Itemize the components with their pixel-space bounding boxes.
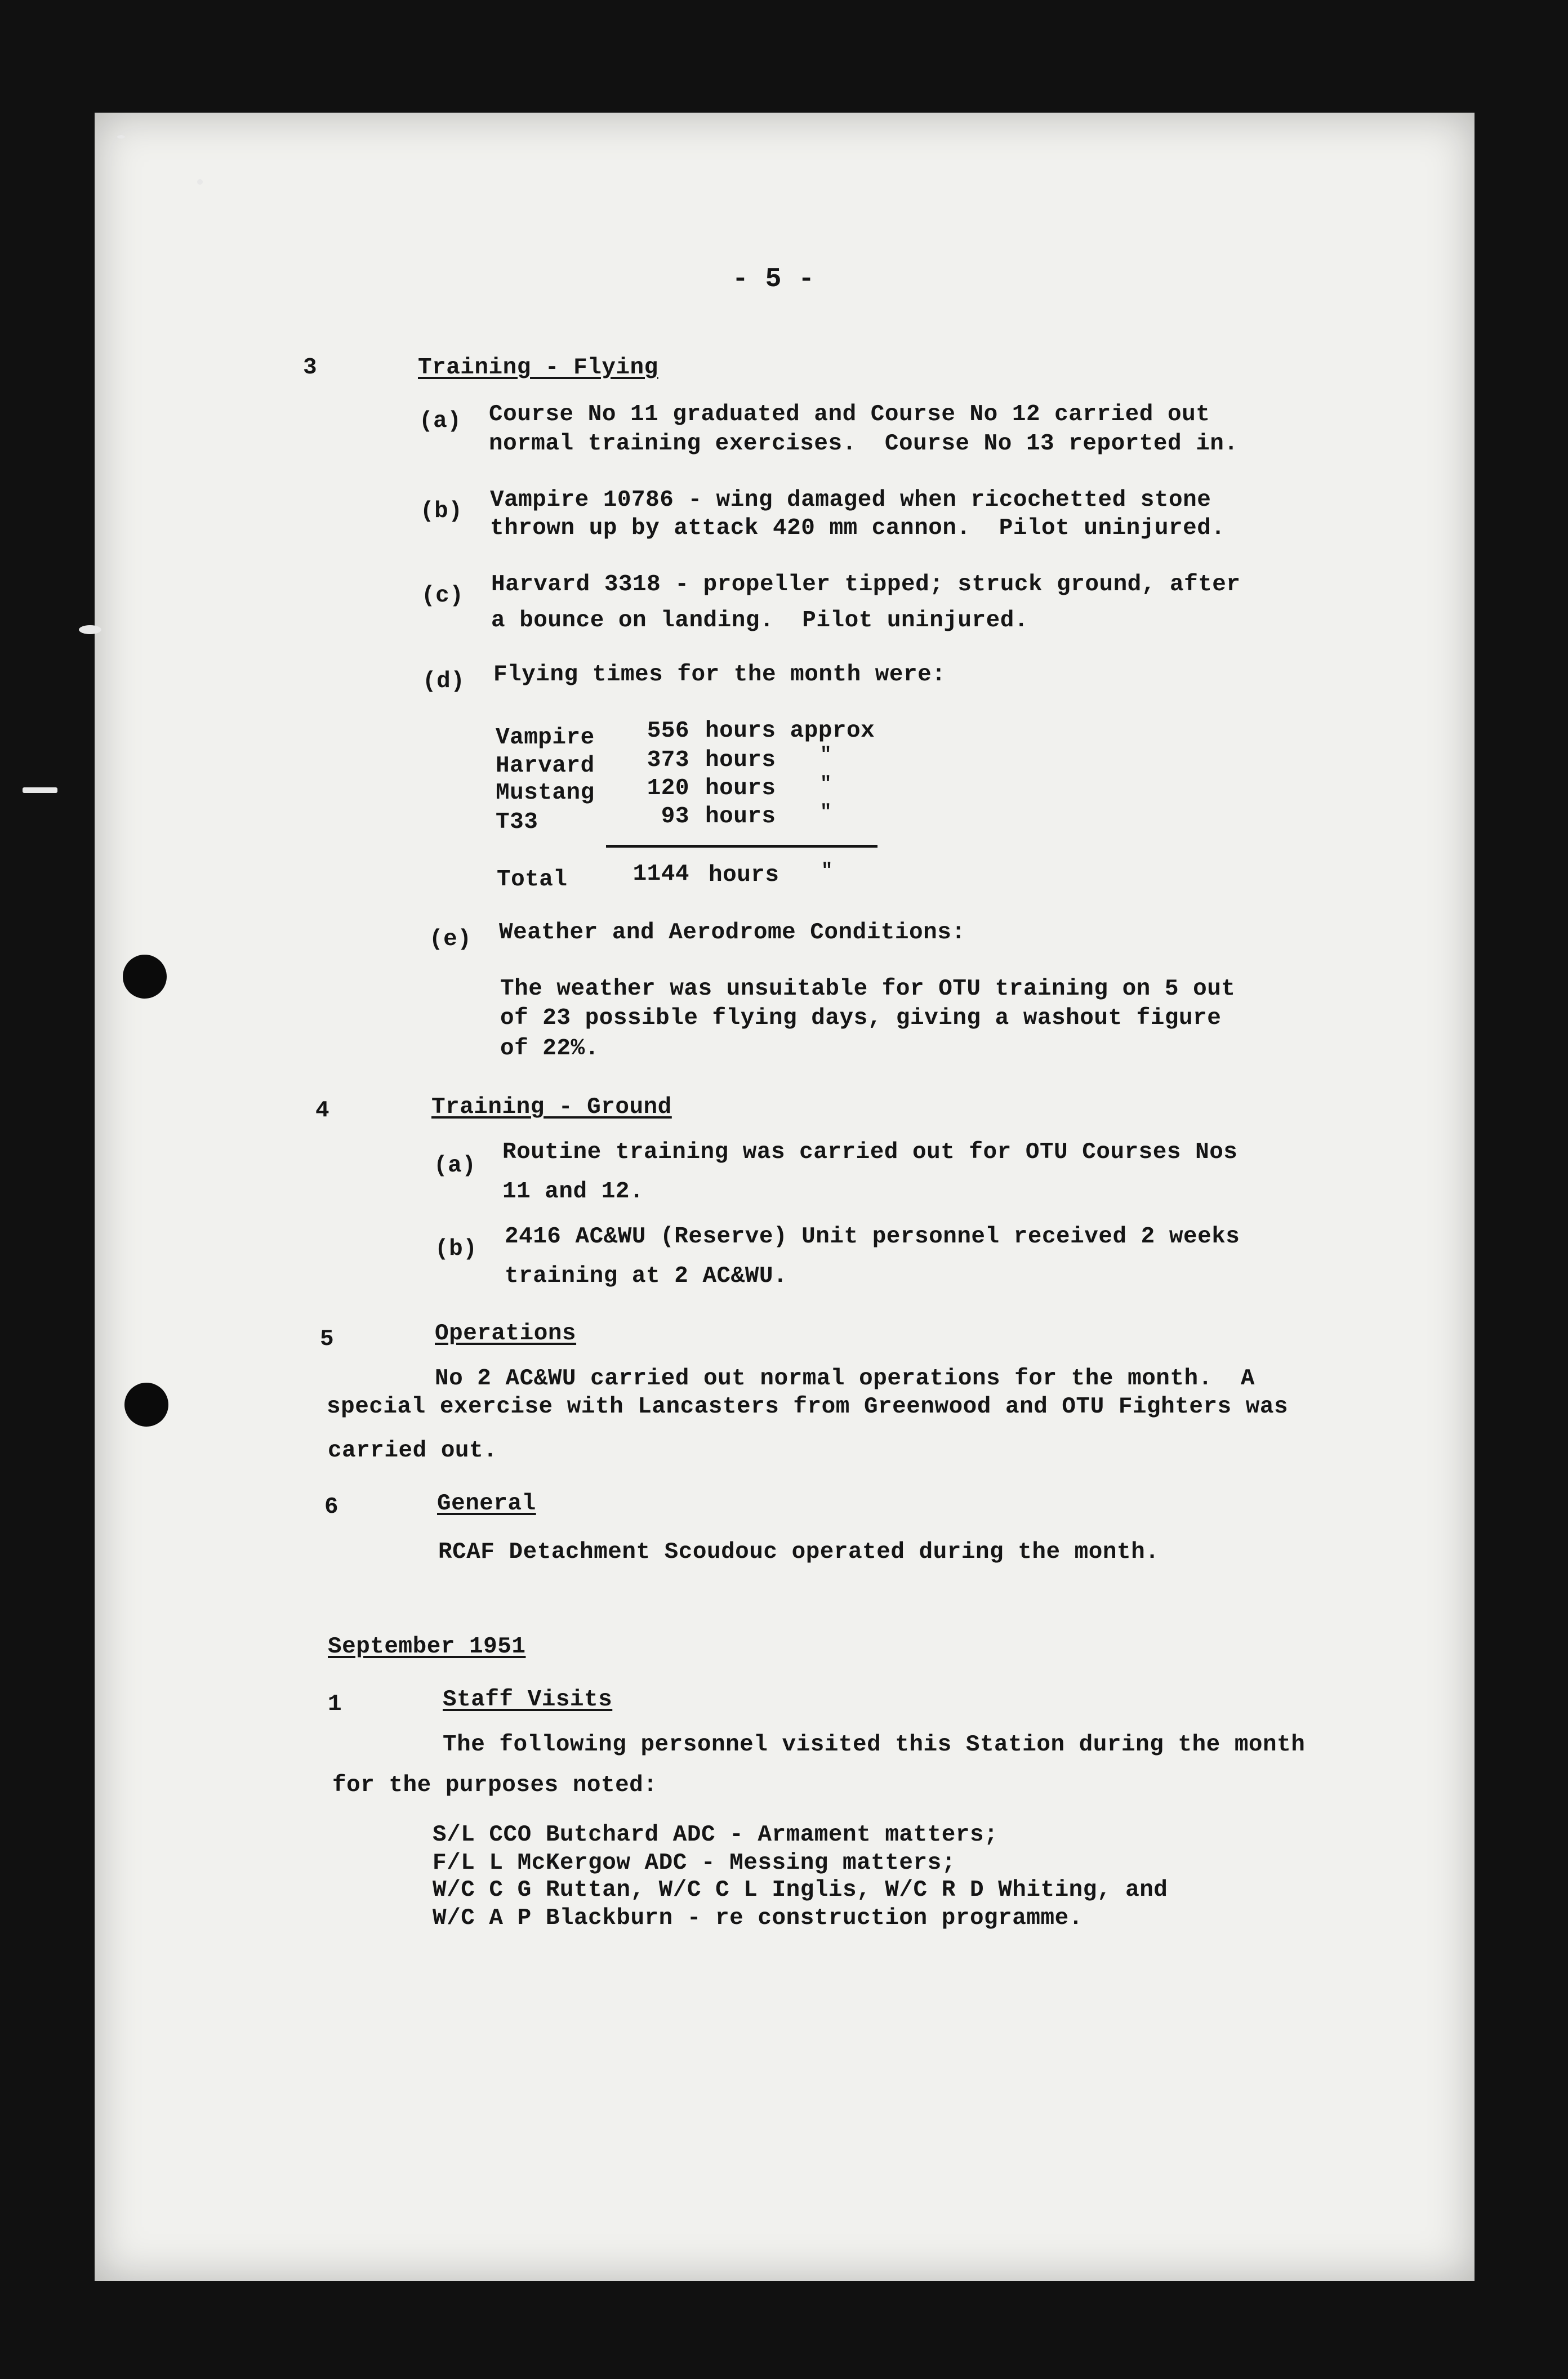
- hours-value: 120: [647, 776, 689, 801]
- hours-value: 556: [647, 718, 689, 744]
- ditto-mark: ": [820, 745, 832, 766]
- item-label: (b): [435, 1236, 478, 1262]
- hours-unit: hours: [709, 862, 779, 888]
- paragraph-line: No 2 AC&WU carried out normal operations for the month. A: [435, 1366, 1255, 1392]
- visit-line: W/C A P Blackburn - re construction programme.: [433, 1905, 1083, 1931]
- aircraft-name: Mustang: [496, 780, 595, 806]
- hours-unit: hours: [705, 747, 776, 773]
- total-hours: 1144: [632, 861, 689, 887]
- section-number: 5: [320, 1326, 335, 1352]
- paragraph-line: RCAF Detachment Scoudouc operated during the month.: [438, 1539, 1160, 1565]
- item-label: (a): [419, 408, 462, 434]
- item-label: (c): [421, 583, 464, 609]
- section-number: 6: [324, 1494, 339, 1520]
- item-line: of 23 possible flying days, giving a washout figure: [500, 1005, 1222, 1031]
- paragraph-line: for the purposes noted:: [332, 1772, 658, 1798]
- hours-value: 93: [661, 804, 689, 830]
- page-number: - 5 -: [732, 264, 815, 295]
- hours-unit: hours: [705, 776, 776, 801]
- item-line: training at 2 AC&WU.: [505, 1263, 788, 1289]
- item-line: 2416 AC&WU (Reserve) Unit personnel received 2 weeks: [505, 1224, 1240, 1250]
- item-label: (a): [434, 1153, 476, 1179]
- total-label: Total: [497, 867, 568, 893]
- visit-line: S/L CCO Butchard ADC - Armament matters;: [433, 1822, 999, 1848]
- aircraft-name: Harvard: [496, 753, 595, 779]
- section-heading: Staff Visits: [443, 1687, 613, 1713]
- hours-value: 373: [647, 747, 689, 773]
- aircraft-name: T33: [496, 809, 538, 835]
- punch-hole-icon: [124, 1383, 168, 1427]
- hours-unit: hours: [705, 804, 776, 830]
- ditto-mark: ": [821, 861, 833, 882]
- section-heading: Training - Flying: [418, 355, 658, 381]
- item-line: 11 and 12.: [502, 1179, 644, 1205]
- film-speck: [117, 135, 125, 139]
- item-line: a bounce on landing. Pilot uninjured.: [491, 608, 1028, 634]
- item-line: of 22%.: [500, 1036, 599, 1062]
- item-line: Harvard 3318 - propeller tipped; struck ground, after: [491, 572, 1241, 598]
- ditto-mark: ": [820, 802, 832, 823]
- item-label: (b): [420, 498, 463, 524]
- section-number: 1: [328, 1691, 342, 1717]
- ditto-mark: ": [820, 774, 832, 795]
- section-heading: General: [437, 1491, 536, 1517]
- section-heading: Operations: [435, 1321, 577, 1347]
- film-speck: [197, 179, 203, 185]
- item-line: Flying times for the month were:: [493, 662, 946, 688]
- item-label: (d): [422, 669, 465, 694]
- section-number: 3: [303, 355, 318, 381]
- visit-line: W/C C G Ruttan, W/C C L Inglis, W/C R D Whiting, and: [433, 1877, 1168, 1903]
- item-heading: Weather and Aerodrome Conditions:: [499, 920, 966, 946]
- total-rule: [606, 845, 877, 848]
- item-line: Vampire 10786 - wing damaged when ricochetted stone: [490, 487, 1211, 513]
- punch-hole-icon: [123, 955, 167, 999]
- aircraft-name: Vampire: [496, 725, 595, 751]
- paragraph-line: carried out.: [328, 1438, 498, 1464]
- film-speck: [23, 787, 57, 793]
- item-line: thrown up by attack 420 mm cannon. Pilot uninjured.: [490, 515, 1226, 541]
- item-label: (e): [429, 926, 472, 952]
- item-line: Course No 11 graduated and Course No 12 carried out: [489, 402, 1210, 427]
- paragraph-line: The following personnel visited this Station during the month: [443, 1732, 1306, 1758]
- film-speck: [79, 625, 101, 634]
- hours-unit: hours approx: [705, 718, 875, 744]
- section-number: 4: [315, 1098, 330, 1124]
- section-heading: Training - Ground: [431, 1094, 672, 1120]
- visit-line: F/L L McKergow ADC - Messing matters;: [433, 1850, 956, 1876]
- month-heading: September 1951: [328, 1634, 526, 1660]
- item-line: Routine training was carried out for OTU Courses Nos: [502, 1139, 1238, 1165]
- item-line: The weather was unsuitable for OTU training on 5 out: [500, 976, 1236, 1002]
- paragraph-line: special exercise with Lancasters from Greenwood and OTU Fighters was: [327, 1394, 1289, 1420]
- item-line: normal training exercises. Course No 13 reported in.: [489, 431, 1239, 457]
